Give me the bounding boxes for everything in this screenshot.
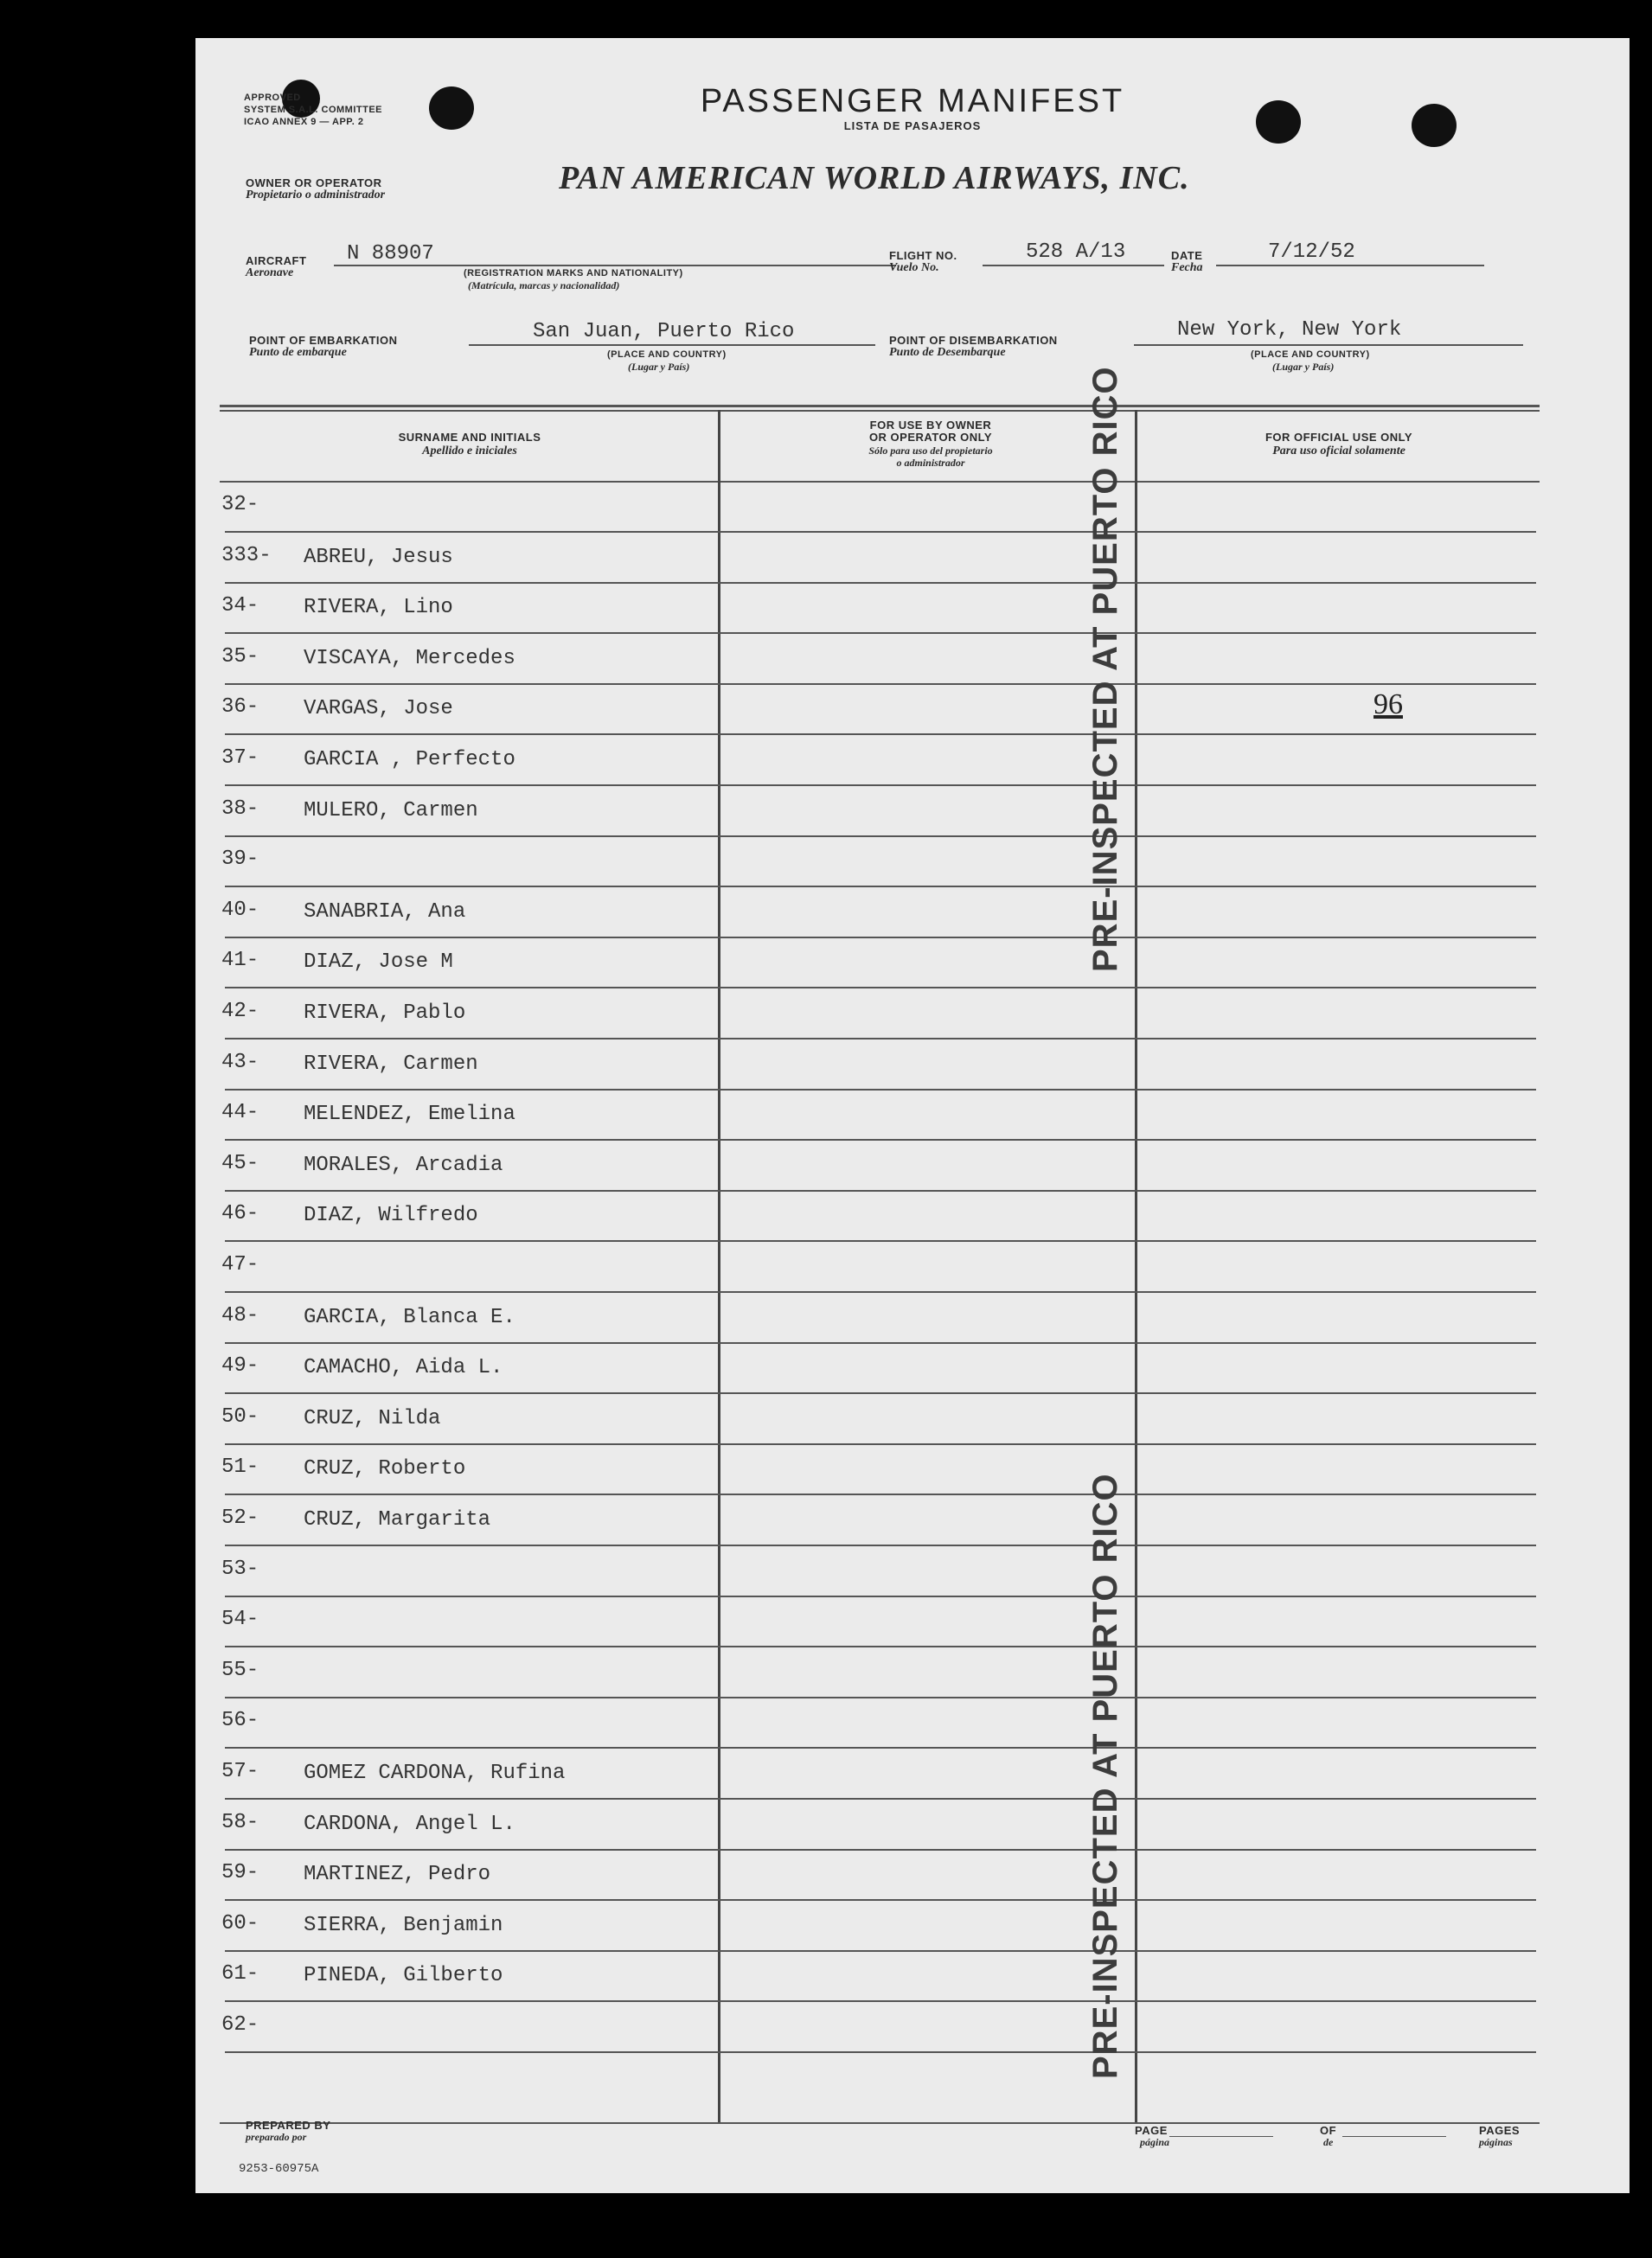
table-row xyxy=(221,483,1536,533)
date-label: DATE xyxy=(1171,249,1203,262)
table-row xyxy=(221,1344,1536,1394)
embark-value: San Juan, Puerto Rico xyxy=(533,320,795,343)
passenger-name: GARCIA, Blanca E. xyxy=(304,1305,515,1329)
disembark-value: New York, New York xyxy=(1177,318,1402,342)
table-row xyxy=(221,1749,1536,1800)
row-number: 46- xyxy=(221,1202,259,1226)
passenger-name: MARTINEZ, Pedro xyxy=(304,1863,491,1887)
approval-line-1: APPROVED xyxy=(244,93,301,103)
row-number: 49- xyxy=(221,1354,259,1378)
table-top-rule-1 xyxy=(220,405,1540,407)
row-number: 37- xyxy=(221,746,259,770)
prepared-label-es: preparado por xyxy=(246,2131,307,2143)
page-label: PAGE xyxy=(1135,2124,1168,2137)
table-row xyxy=(221,1698,1536,1749)
row-number: 39- xyxy=(221,848,259,872)
form-code: 9253-60975A xyxy=(239,2162,319,2176)
table-row xyxy=(221,1801,1536,1851)
table-row xyxy=(221,1192,1536,1242)
passenger-name: CRUZ, Margarita xyxy=(304,1508,491,1532)
flight-label-es: Vuelo No. xyxy=(889,261,939,274)
table-row xyxy=(221,635,1536,685)
date-label-es: Fecha xyxy=(1171,261,1203,274)
owner-label-es: Propietario o administrador xyxy=(246,189,386,201)
row-number: 41- xyxy=(221,949,259,973)
passenger-name: MORALES, Arcadia xyxy=(304,1153,503,1177)
owner-value: PAN AMERICAN WORLD AIRWAYS, INC. xyxy=(559,160,1190,196)
row-number: 35- xyxy=(221,644,259,668)
passenger-name: RIVERA, Lino xyxy=(304,596,453,620)
page-underline xyxy=(1169,2136,1273,2137)
passenger-name: RIVERA, Pablo xyxy=(304,1001,466,1025)
flight-label: FLIGHT NO. xyxy=(889,249,957,262)
aircraft-underline xyxy=(334,265,896,266)
row-number: 54- xyxy=(221,1608,259,1632)
passenger-name: MULERO, Carmen xyxy=(304,798,478,822)
official-use-header-es: Para uso oficial solamente xyxy=(1272,445,1405,457)
row-number: 32- xyxy=(221,493,259,516)
official-note: 96 xyxy=(1373,688,1403,720)
page-subtitle: LISTA DE PASAJEROS xyxy=(843,119,982,132)
passenger-name: CAMACHO, Aida L. xyxy=(304,1356,503,1380)
passenger-name: GARCIA , Perfecto xyxy=(304,748,515,771)
aircraft-label: AIRCRAFT xyxy=(246,254,307,267)
flight-value: 528 A/13 xyxy=(1026,240,1126,264)
prepared-label: PREPARED BY xyxy=(246,2119,331,2132)
page-label-es: página xyxy=(1140,2136,1170,2148)
embark-label-es: Punto de embarque xyxy=(249,346,347,359)
passenger-name: ABREU, Jesus xyxy=(304,545,453,569)
of-underline xyxy=(1342,2136,1446,2137)
pages-label-es: páginas xyxy=(1479,2136,1513,2148)
table-top-rule-2 xyxy=(220,410,1540,412)
row-number: 56- xyxy=(221,1709,259,1733)
table-row xyxy=(221,888,1536,938)
row-rule xyxy=(225,2051,1536,2053)
table-bottom-rule xyxy=(220,2122,1540,2124)
row-number: 60- xyxy=(221,1911,259,1935)
disembark-underline xyxy=(1134,344,1523,346)
surname-header-es: Apellido e iniciales xyxy=(422,445,517,457)
official-use-header: FOR OFFICIAL USE ONLY xyxy=(1265,431,1413,444)
owner-use-header-2: OR OPERATOR ONLY xyxy=(868,431,993,444)
table-row xyxy=(221,736,1536,786)
passenger-name: RIVERA, Carmen xyxy=(304,1052,478,1076)
table-row xyxy=(221,534,1536,584)
page-title: PASSENGER MANIFEST xyxy=(700,83,1125,119)
aircraft-label-es: Aeronave xyxy=(246,266,294,279)
preinspected-stamp-bottom: PRE-INSPECTED AT PUERTO RICO xyxy=(1086,1473,1124,2079)
passenger-name: SANABRIA, Ana xyxy=(304,899,466,924)
owner-use-header-es-2: o administrador xyxy=(896,457,965,469)
surname-header: SURNAME AND INITIALS xyxy=(398,431,541,444)
table-row xyxy=(221,2003,1536,2053)
table-row xyxy=(221,1091,1536,1141)
row-number: 44- xyxy=(221,1101,259,1125)
row-number: 40- xyxy=(221,898,259,922)
row-number: 48- xyxy=(221,1303,259,1327)
passenger-name: VISCAYA, Mercedes xyxy=(304,646,515,670)
disembark-label-es: Punto de Desembarque xyxy=(889,346,1006,359)
table-row xyxy=(221,685,1536,735)
row-number: 36- xyxy=(221,695,259,720)
table-row xyxy=(221,837,1536,887)
row-number: 51- xyxy=(221,1455,259,1480)
passenger-name: GOMEZ CARDONA, Rufina xyxy=(304,1762,566,1785)
table-row xyxy=(221,1142,1536,1192)
row-number: 61- xyxy=(221,1962,259,1986)
flight-underline xyxy=(983,265,1164,266)
row-number: 53- xyxy=(221,1557,259,1581)
row-number: 57- xyxy=(221,1760,259,1783)
row-number: 333- xyxy=(221,543,272,567)
row-number: 50- xyxy=(221,1404,259,1429)
passenger-name: PINEDA, Gilberto xyxy=(304,1964,503,1988)
embark-underline xyxy=(469,344,875,346)
aircraft-value: N 88907 xyxy=(347,242,434,265)
passenger-name: CRUZ, Nilda xyxy=(304,1406,441,1430)
manifest-sheet xyxy=(195,38,1630,2193)
approval-line-2: SYSTEM S.A.L. COMMITTEE xyxy=(244,105,383,115)
preinspected-stamp-top: PRE-INSPECTED AT PUERTO RICO xyxy=(1086,366,1124,972)
table-row xyxy=(221,1547,1536,1597)
row-number: 52- xyxy=(221,1506,259,1530)
row-number: 59- xyxy=(221,1861,259,1885)
table-row xyxy=(221,989,1536,1039)
table-row xyxy=(221,1648,1536,1698)
row-number: 47- xyxy=(221,1253,259,1276)
table-row xyxy=(221,584,1536,634)
registration-note-es: (Matrícula, marcas y nacionalidad) xyxy=(468,279,620,291)
date-underline xyxy=(1216,265,1484,266)
passenger-name: SIERRA, Benjamin xyxy=(304,1913,503,1937)
row-number: 42- xyxy=(221,1000,259,1023)
owner-label: OWNER OR OPERATOR xyxy=(246,176,382,189)
table-row xyxy=(221,1496,1536,1546)
row-number: 43- xyxy=(221,1050,259,1074)
table-row xyxy=(221,1243,1536,1293)
owner-use-header-es-1: Sólo para uso del propietario xyxy=(868,445,993,457)
table-row xyxy=(221,1445,1536,1495)
row-number: 38- xyxy=(221,796,259,821)
table-row xyxy=(221,1040,1536,1091)
embark-place-note: (PLACE AND COUNTRY) xyxy=(607,349,727,360)
of-label-es: de xyxy=(1323,2136,1334,2148)
table-row xyxy=(221,1902,1536,1952)
table-row xyxy=(221,787,1536,837)
passenger-name: VARGAS, Jose xyxy=(304,697,453,721)
row-number: 62- xyxy=(221,2013,259,2037)
table-row xyxy=(221,1851,1536,1901)
pages-label: PAGES xyxy=(1479,2124,1521,2137)
owner-use-header-1: FOR USE BY OWNER xyxy=(869,419,992,432)
table-row xyxy=(221,938,1536,988)
embark-place-note-es: (Lugar y País) xyxy=(628,361,690,373)
row-number: 34- xyxy=(221,594,259,618)
passenger-name: MELENDEZ, Emelina xyxy=(304,1103,515,1127)
disembark-place-note-es: (Lugar y País) xyxy=(1272,361,1335,373)
embark-label: POINT OF EMBARKATION xyxy=(249,334,398,347)
registration-note: (REGISTRATION MARKS AND NATIONALITY) xyxy=(464,268,683,278)
date-value: 7/12/52 xyxy=(1268,240,1355,264)
table-row xyxy=(221,1597,1536,1647)
row-number: 55- xyxy=(221,1658,259,1682)
table-row xyxy=(221,1294,1536,1344)
disembark-label: POINT OF DISEMBARKATION xyxy=(889,334,1058,347)
row-number: 45- xyxy=(221,1151,259,1175)
passenger-name: CRUZ, Roberto xyxy=(304,1457,466,1481)
disembark-place-note: (PLACE AND COUNTRY) xyxy=(1251,349,1370,360)
approval-line-3: ICAO ANNEX 9 — APP. 2 xyxy=(244,117,364,127)
row-number: 58- xyxy=(221,1810,259,1834)
table-row xyxy=(221,1395,1536,1445)
passenger-name: CARDONA, Angel L. xyxy=(304,1812,515,1836)
table-row xyxy=(221,1952,1536,2002)
passenger-name: DIAZ, Wilfredo xyxy=(304,1204,478,1228)
of-label: OF xyxy=(1320,2124,1337,2137)
passenger-name: DIAZ, Jose M xyxy=(304,950,453,975)
